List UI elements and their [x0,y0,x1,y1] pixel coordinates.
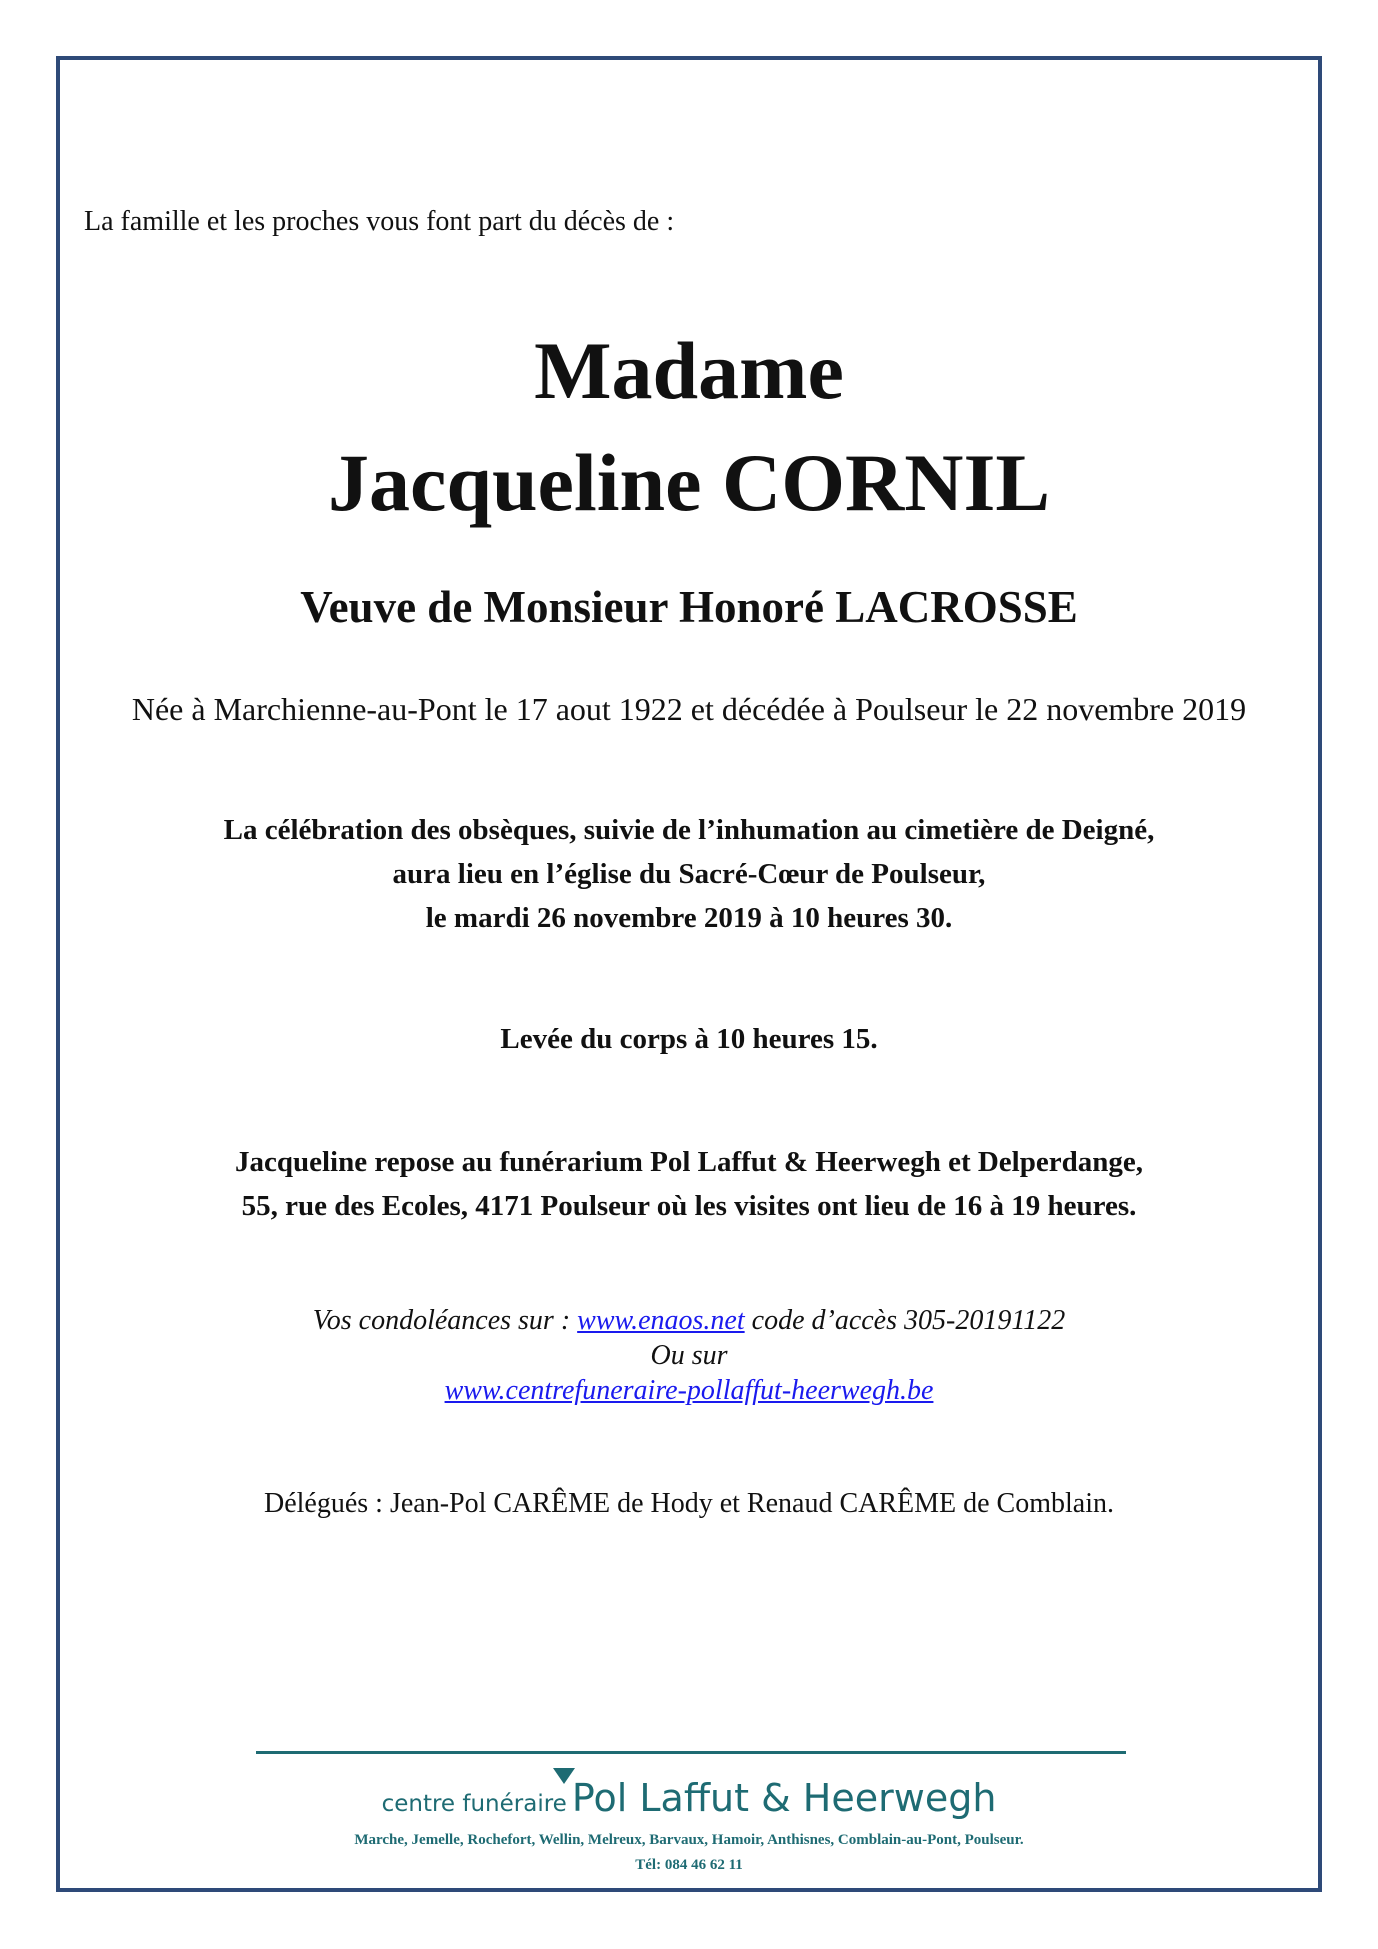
condolences-line-1 [0,1303,1378,1338]
ceremony-block [0,808,1378,940]
access-code: code d’accès 305-20191122 [751,1305,1066,1336]
levee-line: Levée du corps à 10 heures 15. [500,1023,878,1055]
ceremony-line-3: le mardi 26 novembre 2019 à 10 heures 30. [425,902,953,934]
deceased-name: Jacqueline CORNIL [327,437,1051,528]
funeral-center-link[interactable]: www.centrefuneraire-pollaffut-heerwegh.be [444,1375,934,1406]
repose-line-1: Jacqueline repose au funérarium Pol Laffut & Heerwegh et Delperdange, [234,1146,1143,1178]
footer-phone: Tél: 084 46 62 11 [635,1857,743,1873]
logo-brand-text: Pol Laffut & Heerwegh [571,1776,997,1820]
footer-divider [256,1751,1126,1754]
ceremony-line-2: aura lieu en l’église du Sacré-Cœur de Poulseur, [392,858,986,890]
title-madame: Madame [534,325,844,416]
repose-line-2: 55, rue des Ecoles, 4171 Poulseur où les visites ont lieu de 16 à 19 heures. [241,1190,1137,1222]
intro-text: La famille et les proches vous font part du décès de : [84,206,675,237]
condolences-prefix: Vos condoléances sur : [312,1305,571,1336]
enaos-link[interactable]: www.enaos.net [577,1305,745,1336]
logo-small-text: centre funéraire [381,1791,567,1817]
footer-logo [0,1776,1378,1820]
condolences-line-3 [0,1373,1378,1408]
spouse-line: Veuve de Monsieur Honoré LACROSSE [300,582,1078,632]
birth-death-line: Née à Marchienne-au-Pont le 17 aout 1922 et décédée à Poulseur le 22 novembre 2019 [131,691,1247,727]
ceremony-line-1: La célébration des obsèques, suivie de l’inhumation au cimetière de Deigné, [223,814,1155,846]
delegues-line: Délégués : Jean-Pol CARÊME de Hody et Renaud CARÊME de Comblain. [264,1488,1114,1519]
condolences-or: Ou sur [650,1340,728,1371]
footer-towns: Marche, Jemelle, Rochefort, Wellin, Melreux, Barvaux, Hamoir, Anthisnes, Comblain-au-Pont, Poulseur. [354,1832,1024,1848]
repose-block [0,1140,1378,1228]
condolences-block [0,1303,1378,1408]
